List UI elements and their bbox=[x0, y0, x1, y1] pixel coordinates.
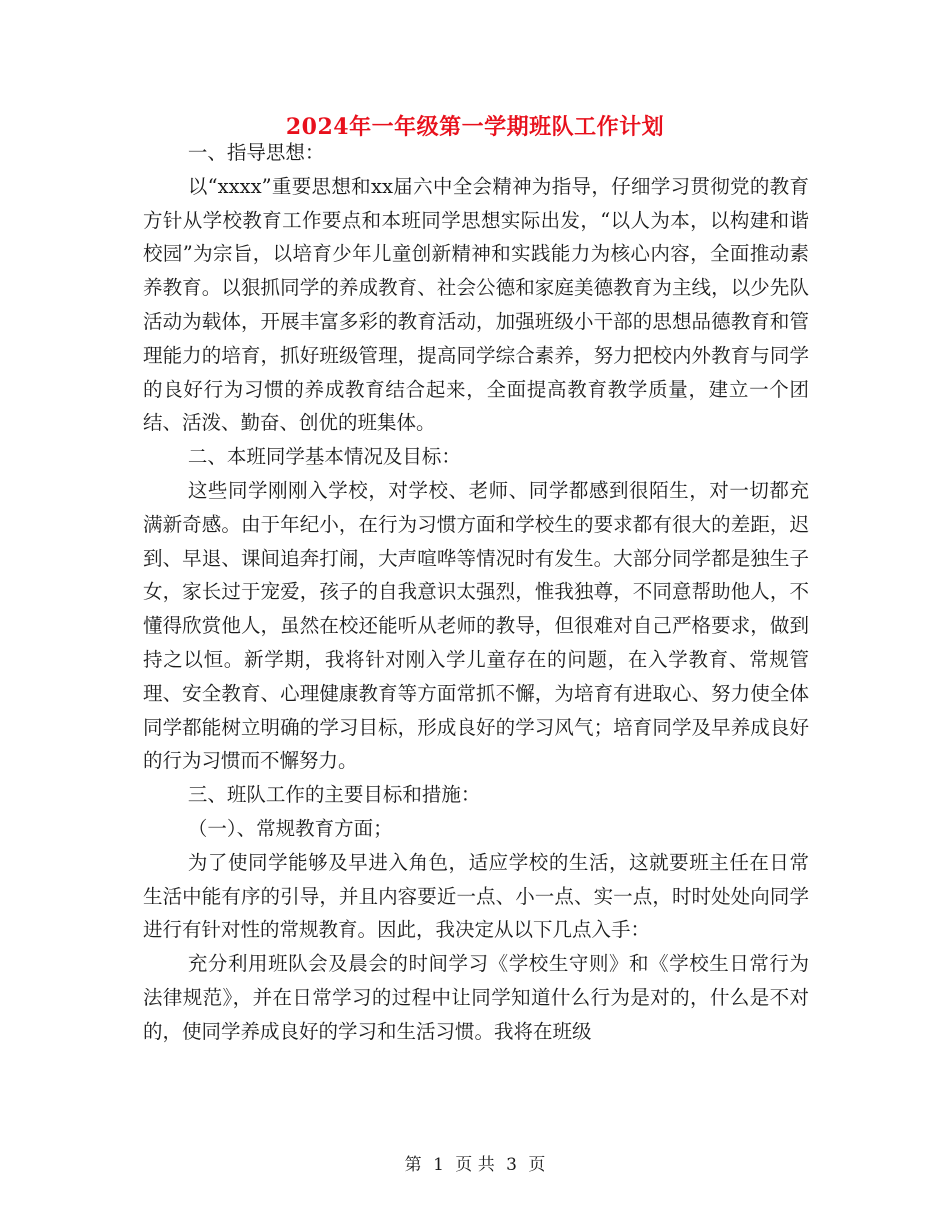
section-heading-goals-measures: 三、班队工作的主要目标和措施： bbox=[187, 783, 481, 807]
footer-suffix: 页 bbox=[528, 1155, 546, 1175]
paragraph-guiding-thought: 以“xxxx”重要思想和xx届六中全会精神为指导，仔细学习贯彻党的教育方针从学校教育工作要点和本班同学思想实际出发，“以人为本，以构建和谐校园”为宗旨，以培育少年儿童创新精神和实践能力为核心内容，全面推动素养教育。以狠抓同学的养成教育、社会公德和家庭美德教育为主线，以少先队活动为载体，开展丰富多彩的教育活动，加强班级小干部的思想品德教育和管理能力的培育，抓好班级管理，提高同学综合素养，努力把校内外教育与同学的良好行为习惯的养成教育结合起来，全面提高教育教学质量，建立一个团结、活泼、勤奋、创优的班集体。 bbox=[143, 174, 809, 435]
subsection-heading-routine-education: （一）、常规教育方面； bbox=[187, 816, 393, 840]
page-footer bbox=[0, 1153, 950, 1177]
footer-prefix: 第 bbox=[404, 1155, 422, 1175]
section-heading-class-situation: 二、本班同学基本情况及目标： bbox=[187, 445, 461, 469]
footer-middle: 页 共 bbox=[455, 1155, 495, 1175]
document-title: 2024年一年级第一学期班队工作计划 bbox=[285, 114, 665, 140]
paragraph-class-situation: 这些同学刚刚入学校，对学校、老师、同学都感到很陌生，对一切都充满新奇感。由于年纪小，在行为习惯方面和学校生的要求都有很大的差距，迟到、早退、课间追奔打闹，大声喧哗等情况时有发生。大部分同学都是独生子女，家长过于宠爱，孩子的自我意识太强烈，惟我独尊，不同意帮助他人，不懂得欣赏他人，虽然在校还能听从老师的教导，但很难对自己严格要求，做到持之以恒。新学期，我将针对刚入学儿童存在的问题，在入学教育、常规管理、安全教育、心理健康教育等方面常抓不懈，为培育有进取心、努力使全体同学都能树立明确的学习目标，形成良好的学习风气；培育同学及早养成良好的行为习惯而不懈努力。 bbox=[143, 478, 809, 773]
footer-total-pages: 3 bbox=[506, 1155, 517, 1175]
section-heading-guiding-thought: 一、指导思想： bbox=[187, 141, 325, 164]
document-body bbox=[143, 136, 809, 1049]
paragraph-routine-education: 为了使同学能够及早进入角色，适应学校的生活，这就要班主任在日常生活中能有序的引导，并且内容要近一点、小一点、实一点，时时处处向同学进行有针对性的常规教育。因此，我决定从以下几点入手： bbox=[143, 850, 809, 942]
footer-current-page: 1 bbox=[433, 1155, 444, 1175]
paragraph-class-meetings: 充分利用班队会及晨会的时间学习《学校生守则》和《学校生日常行为法律规范》，并在日常学习的过程中让同学知道什么行为是对的，什么是不对的，使同学养成良好的学习和生活习惯。我将在班级 bbox=[143, 952, 809, 1043]
